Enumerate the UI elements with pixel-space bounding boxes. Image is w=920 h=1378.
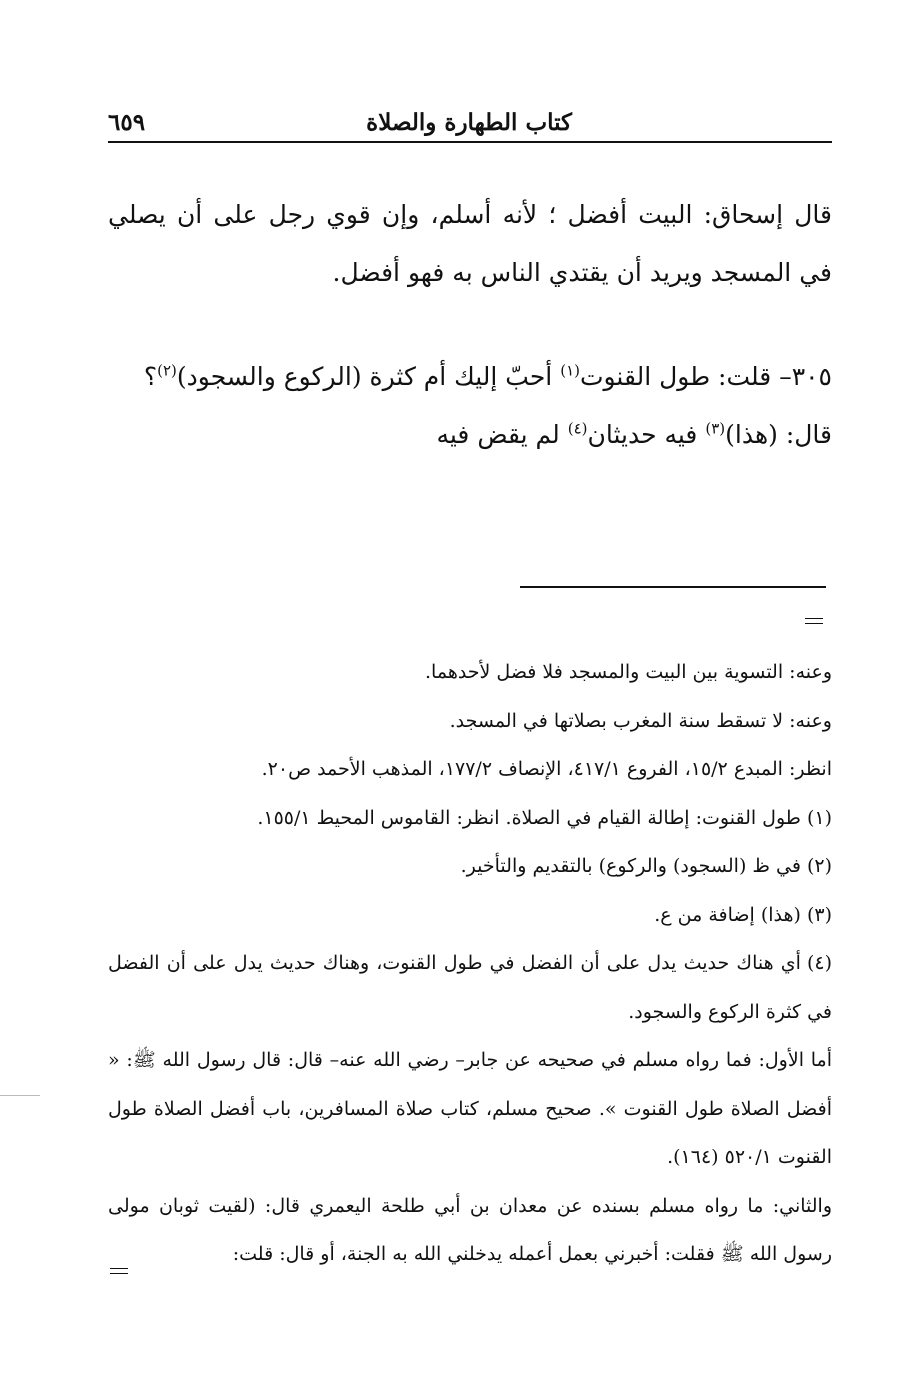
footnote-ref-4: (٤) [567,419,588,438]
footnote-number: (٣) [806,903,832,926]
footnote-4-first-hadith: أما الأول: فما رواه مسلم في صحيحه عن جابر– رضي الله عنه– قال: قال رسول الله ﷺ: « أفضل الصلاة طول القنوت ». صحيح مسلم، كتاب صلاة المسافرين، باب أفضل الصلاة طول القنوت ٥٢٠/١ (١٦٤). [108,1049,832,1168]
book-title: كتاب الطهارة والصلاة [366,109,572,136]
footnote-ref-1: (١) [560,361,580,380]
footnote-carry-3: انظر: المبدع ١٥/٢، الفروع ٤١٧/١، الإنصاف ١٧٧/٢، المذهب الأحمد ص٢٠. [261,758,832,780]
answer-middle: فيه حديثان [587,420,706,449]
footnote-separator [520,586,826,588]
ishaq-paragraph: قال إسحاق: البيت أفضل ؛ لأنه أسلم، وإن قوي رجل على أن يصلي في المسجد ويريد أن يقتدي الناس به فهو أفضل. [108,200,832,287]
page-header [108,100,832,136]
footnote-carry-1: وعنه: التسوية بين البيت والمسجد فلا فضل لأحدهما. [425,661,832,683]
main-text [108,186,832,464]
footnote-text: طول القنوت: إطالة القيام في الصلاة. انظر: القاموس المحيط ١٥٥/١. [257,806,801,829]
footnote-number: (٤) [806,952,832,974]
answer-start: قال: (هذا) [725,420,832,449]
footnote-number: (١) [806,806,832,829]
question-305 [108,348,832,406]
footnote-carry-2: وعنه: لا تسقط سنة المغرب بصلاتها في المسجد. [449,709,832,732]
continued-mark-bottom [110,1268,128,1274]
footnote-text: في ظ (السجود) والركوع) بالتقديم والتأخير. [460,855,801,877]
question-middle: أحبّ إليك أم كثرة (الركوع والسجود) [176,362,561,391]
footnotes [108,648,832,1279]
question-start: ٣٠٥– قلت: طول القنوت [579,362,832,391]
page-number: ٦٥٩ [108,109,146,136]
header-rule [108,141,832,143]
footnote-4-second-hadith: والثاني: ما رواه مسلم بسنده عن معدان بن أبي طلحة اليعمري قال: (لقيت ثوبان مولى رسول الله ﷺ فقلت: أخبرني بعمل أعمله يدخلني الله به الجنة، أو قال: قلت: [108,1194,832,1265]
footnote-text: (هذا) إضافة من ع. [654,903,801,926]
footnote-text: أي هناك حديث يدل على أن الفضل في طول القنوت، وهناك حديث يدل على أن الفضل في كثرة الركوع والسجود. [108,952,832,1023]
answer-end: لم يقض فيه [436,420,568,449]
footnote-ref-2: (٢) [157,361,177,380]
margin-mark [0,1095,40,1096]
footnote-3 [108,891,832,940]
continued-mark-top [805,618,823,624]
question-end: ؟ [143,362,158,391]
footnote-1 [108,794,832,843]
footnote-ref-3: (٣) [705,419,726,438]
footnote-number: (٢) [806,855,832,877]
footnote-4 [108,939,832,1036]
answer-305 [108,406,832,464]
footnote-2 [108,842,832,891]
